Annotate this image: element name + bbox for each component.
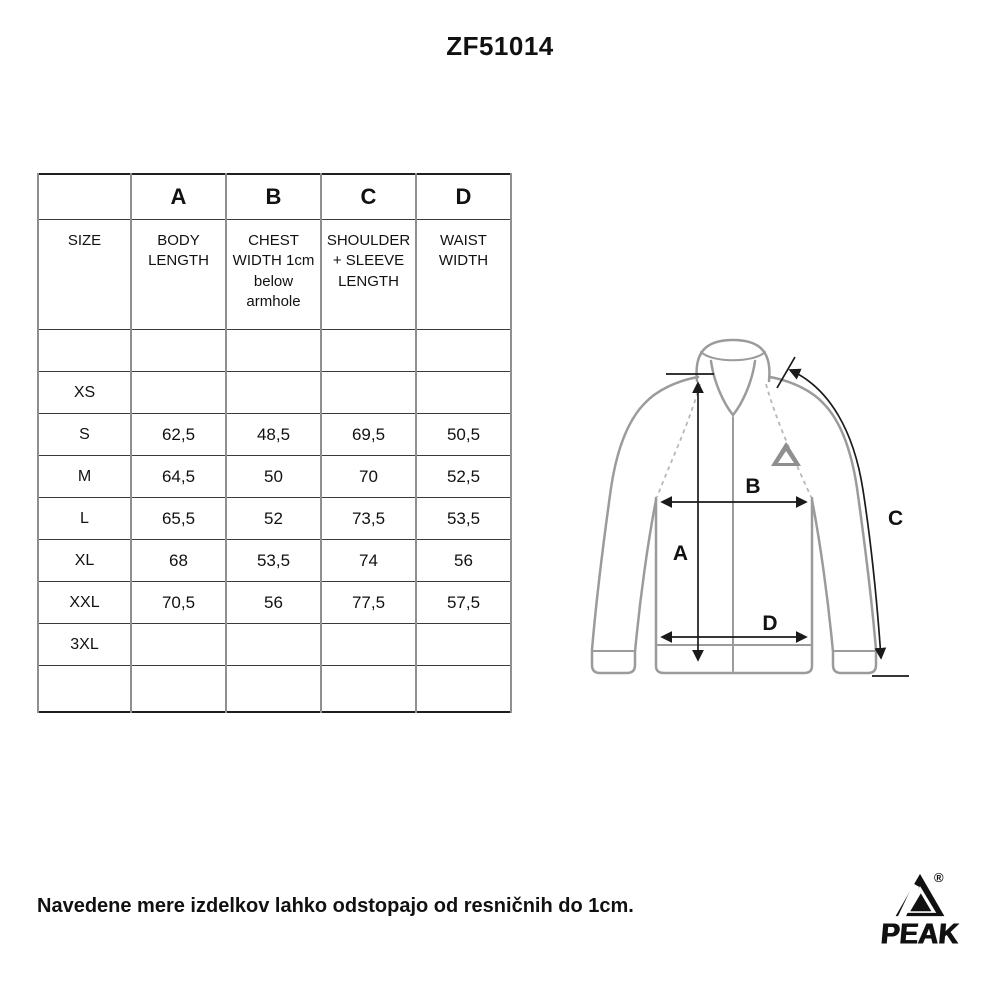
peak-logo <box>872 872 968 950</box>
value-cell: 69,5 <box>321 414 416 456</box>
value-cell: 56 <box>226 582 321 624</box>
size-cell <box>38 330 131 372</box>
peak-wordmark: PEAK <box>879 917 961 950</box>
label-B: B <box>745 475 761 498</box>
size-cell: XL <box>38 540 131 582</box>
value-cell <box>226 666 321 712</box>
table-row <box>38 372 511 414</box>
page-title: ZF51014 <box>446 31 554 61</box>
value-cell <box>416 330 511 372</box>
header-cell <box>38 174 131 220</box>
size-cell: XXL <box>38 582 131 624</box>
value-cell: 70,5 <box>131 582 226 624</box>
desc-cell-shoulder-sleeve: SHOULDER + SLEEVE LENGTH <box>321 220 416 330</box>
value-cell <box>131 624 226 666</box>
table-row <box>38 666 511 712</box>
size-table-body <box>38 330 511 712</box>
size-cell: XS <box>38 372 131 414</box>
value-cell: 64,5 <box>131 456 226 498</box>
table-row <box>38 414 511 456</box>
value-cell <box>131 372 226 414</box>
value-cell: 74 <box>321 540 416 582</box>
desc-cell-body-length: BODY LENGTH <box>131 220 226 330</box>
value-cell <box>131 666 226 712</box>
measurement-labels <box>673 475 903 635</box>
value-cell <box>226 372 321 414</box>
value-cell: 56 <box>416 540 511 582</box>
size-header-cell: SIZE <box>38 220 131 330</box>
value-cell <box>416 372 511 414</box>
value-cell: 65,5 <box>131 498 226 540</box>
peak-triangle-row <box>872 872 968 918</box>
value-cell: 50 <box>226 456 321 498</box>
value-cell <box>226 330 321 372</box>
value-cell: 57,5 <box>416 582 511 624</box>
label-C: C <box>888 507 904 530</box>
size-cell: S <box>38 414 131 456</box>
value-cell: 68 <box>131 540 226 582</box>
measurement-arrows <box>662 357 909 676</box>
header-cell-A: A <box>131 174 226 220</box>
value-cell <box>321 330 416 372</box>
label-A: A <box>672 542 688 565</box>
value-cell: 70 <box>321 456 416 498</box>
size-table <box>37 173 512 713</box>
header-cell-C: C <box>321 174 416 220</box>
header-cell-D: D <box>416 174 511 220</box>
value-cell <box>321 624 416 666</box>
size-cell: L <box>38 498 131 540</box>
tolerance-note: Navedene mere izdelkov lahko odstopajo od resničnih do 1cm. <box>37 895 634 917</box>
value-cell: 52,5 <box>416 456 511 498</box>
table-row <box>38 330 511 372</box>
value-cell: 52 <box>226 498 321 540</box>
chest-triangle-logo-icon <box>771 442 801 466</box>
table-row <box>38 582 511 624</box>
desc-cell-chest-width: CHEST WIDTH 1cm below armhole <box>226 220 321 330</box>
header-cell-B: B <box>226 174 321 220</box>
value-cell: 62,5 <box>131 414 226 456</box>
value-cell <box>131 330 226 372</box>
size-cell: 3XL <box>38 624 131 666</box>
jacket-outline <box>592 340 876 673</box>
value-cell: 48,5 <box>226 414 321 456</box>
size-cell <box>38 666 131 712</box>
measure-header-row <box>38 174 511 220</box>
table-row <box>38 540 511 582</box>
desc-cell-waist-width: WAIST WIDTH <box>416 220 511 330</box>
value-cell: 53,5 <box>416 498 511 540</box>
label-D: D <box>762 612 778 635</box>
arrow-C <box>790 370 881 658</box>
registered-mark: ® <box>934 870 944 885</box>
value-cell <box>321 372 416 414</box>
value-cell <box>321 666 416 712</box>
table-row <box>38 456 511 498</box>
table-row <box>38 498 511 540</box>
jacket-diagram <box>560 320 960 700</box>
value-cell: 53,5 <box>226 540 321 582</box>
value-cell: 77,5 <box>321 582 416 624</box>
value-cell <box>416 624 511 666</box>
table-row <box>38 624 511 666</box>
size-cell: M <box>38 456 131 498</box>
value-cell: 50,5 <box>416 414 511 456</box>
value-cell <box>416 666 511 712</box>
description-header-row <box>38 220 511 330</box>
value-cell: 73,5 <box>321 498 416 540</box>
value-cell <box>226 624 321 666</box>
